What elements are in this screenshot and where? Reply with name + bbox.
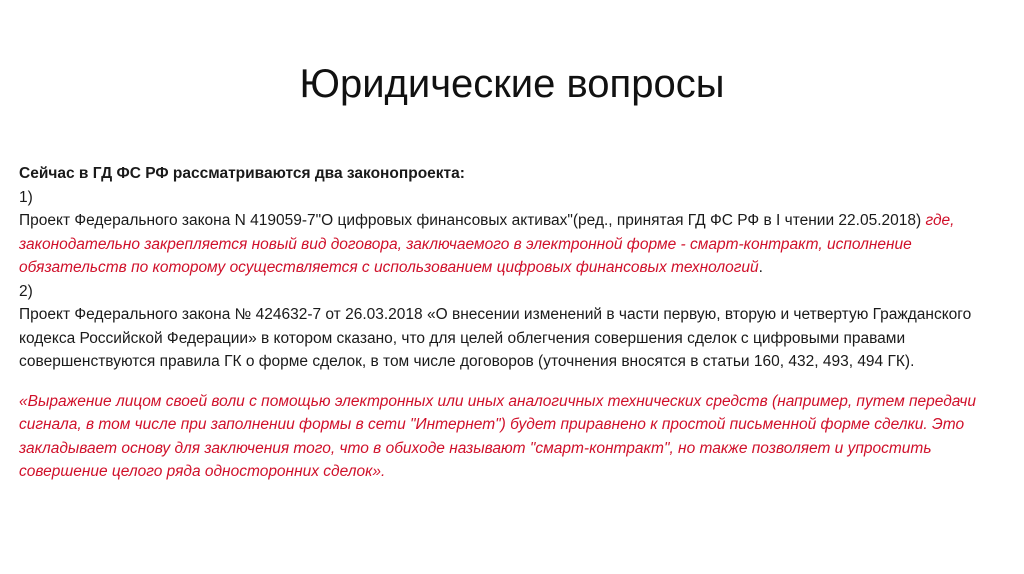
item-1-paragraph — [19, 209, 1009, 280]
item-2-paragraph: Проект Федерального закона № 424632-7 от 26.03.2018 «О внесении изменений в части первую, вторую и четвертую Гражданского кодекса Российской Федерации» в котором сказано, что для целей облегчения совершения сделок с цифровыми правами совершенствуются правила ГК о форме сделок, в том числе договоров (уточнения вносятся в статьи 160, 432, 493, 494 ГК). — [19, 306, 972, 370]
intro-text: Сейчас в ГД ФС РФ рассматриваются два законопроекта: — [19, 165, 465, 182]
item-1-text-end: . — [758, 259, 763, 276]
item-2-number: 2) — [19, 282, 33, 300]
item-1-text-plain: Проект Федерального закона N 419059-7"О цифровых финансовых активах"(ред., принятая ГД ФС РФ в I чтении 22.05.2018) — [19, 212, 926, 229]
item-1-number: 1) — [19, 188, 33, 206]
quote-paragraph: «Выражение лицом своей воли с помощью электронных или иных аналогичных технических средств (например, путем передачи сигнала, в том числе при заполнении формы в сети "Интернет") будет приравнено к простой письменной форме сделки. Это закладывает основу для заключения того, что в обиходе называют "смарт-контракт", но также позволяет и упростить совершение целого ряда односторонних сделок». — [19, 392, 977, 480]
item-1-text-highlight: где, законодательно закрепляется новый вид договора, заключаемого в электронной форме - смарт-контракт, исполнение обязательств по которому осуществляется с использованием цифровых финансовых технологий — [19, 212, 955, 276]
slide-title: Юридические вопросы — [299, 62, 725, 106]
slide-body — [19, 162, 1009, 484]
